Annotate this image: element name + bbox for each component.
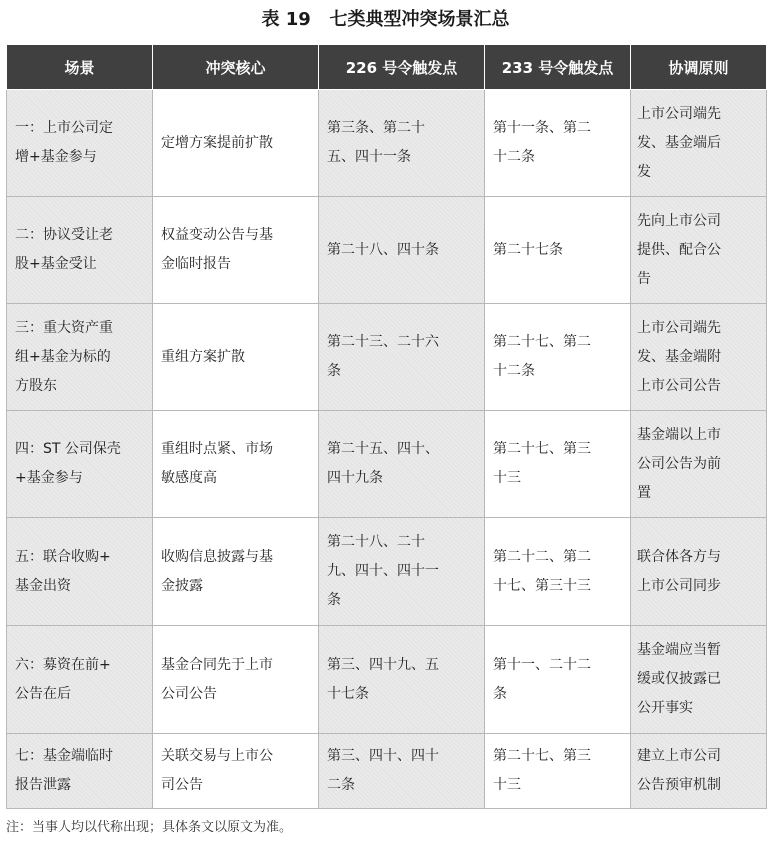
table-row xyxy=(7,518,767,626)
footnote: 注：当事人均以代称出现；具体条文以原文为准。 xyxy=(6,820,293,835)
header-order-226-trigger: 226 号令触发点 xyxy=(319,45,485,90)
table-row xyxy=(7,197,767,304)
table-row xyxy=(7,90,767,197)
cell-conflict-core: 权益变动公告与基 金临时报告 xyxy=(153,197,319,304)
cell-conflict-core: 定增方案提前扩散 xyxy=(153,90,319,197)
table-title: 表 19 七类典型冲突场景汇总 xyxy=(261,9,510,30)
cell-order-233: 第二十七、第三 十三 xyxy=(485,734,631,809)
table-row xyxy=(7,734,767,809)
cell-order-226: 第二十五、四十、 四十九条 xyxy=(319,411,485,518)
cell-order-226: 第三、四十九、五 十七条 xyxy=(319,626,485,734)
cell-coordination: 上市公司端先 发、基金端附 上市公司公告 xyxy=(631,304,767,411)
header-scenario: 场景 xyxy=(7,45,153,90)
cell-order-233: 第十一条、第二 十二条 xyxy=(485,90,631,197)
cell-scenario: 六：募资在前+ 公告在后 xyxy=(7,626,153,734)
cell-order-226: 第三条、第二十 五、四十一条 xyxy=(319,90,485,197)
cell-coordination: 上市公司端先 发、基金端后 发 xyxy=(631,90,767,197)
cell-coordination: 基金端应当暂 缓或仅披露已 公开事实 xyxy=(631,626,767,734)
cell-order-226: 第三、四十、四十 二条 xyxy=(319,734,485,809)
cell-conflict-core: 收购信息披露与基 金披露 xyxy=(153,518,319,626)
cell-scenario: 四：ST 公司保壳 +基金参与 xyxy=(7,411,153,518)
cell-scenario: 七：基金端临时 报告泄露 xyxy=(7,734,153,809)
cell-coordination: 先向上市公司 提供、配合公 告 xyxy=(631,197,767,304)
table-header-row xyxy=(7,45,767,90)
cell-conflict-core: 基金合同先于上市 公司公告 xyxy=(153,626,319,734)
cell-order-233: 第十一、二十二 条 xyxy=(485,626,631,734)
cell-conflict-core: 重组时点紧、市场 敏感度高 xyxy=(153,411,319,518)
table-body xyxy=(7,90,767,809)
cell-order-233: 第二十二、第二 十七、第三十三 xyxy=(485,518,631,626)
table-row xyxy=(7,304,767,411)
scenario-table-container xyxy=(6,44,766,809)
header-coordination-principle: 协调原则 xyxy=(631,45,767,90)
cell-coordination: 建立上市公司 公告预审机制 xyxy=(631,734,767,809)
table-row xyxy=(7,411,767,518)
cell-scenario: 五：联合收购+ 基金出资 xyxy=(7,518,153,626)
cell-coordination: 联合体各方与 上市公司同步 xyxy=(631,518,767,626)
cell-order-233: 第二十七、第二 十二条 xyxy=(485,304,631,411)
cell-conflict-core: 关联交易与上市公 司公告 xyxy=(153,734,319,809)
header-order-233-trigger: 233 号令触发点 xyxy=(485,45,631,90)
table-row xyxy=(7,626,767,734)
scenario-table xyxy=(6,44,767,809)
cell-order-233: 第二十七、第三 十三 xyxy=(485,411,631,518)
cell-order-226: 第二十八、二十 九、四十、四十一 条 xyxy=(319,518,485,626)
cell-order-233: 第二十七条 xyxy=(485,197,631,304)
header-conflict-core: 冲突核心 xyxy=(153,45,319,90)
cell-order-226: 第二十八、四十条 xyxy=(319,197,485,304)
cell-conflict-core: 重组方案扩散 xyxy=(153,304,319,411)
cell-scenario: 二：协议受让老 股+基金受让 xyxy=(7,197,153,304)
cell-coordination: 基金端以上市 公司公告为前 置 xyxy=(631,411,767,518)
cell-scenario: 三：重大资产重 组+基金为标的 方股东 xyxy=(7,304,153,411)
cell-order-226: 第二十三、二十六 条 xyxy=(319,304,485,411)
cell-scenario: 一：上市公司定 增+基金参与 xyxy=(7,90,153,197)
